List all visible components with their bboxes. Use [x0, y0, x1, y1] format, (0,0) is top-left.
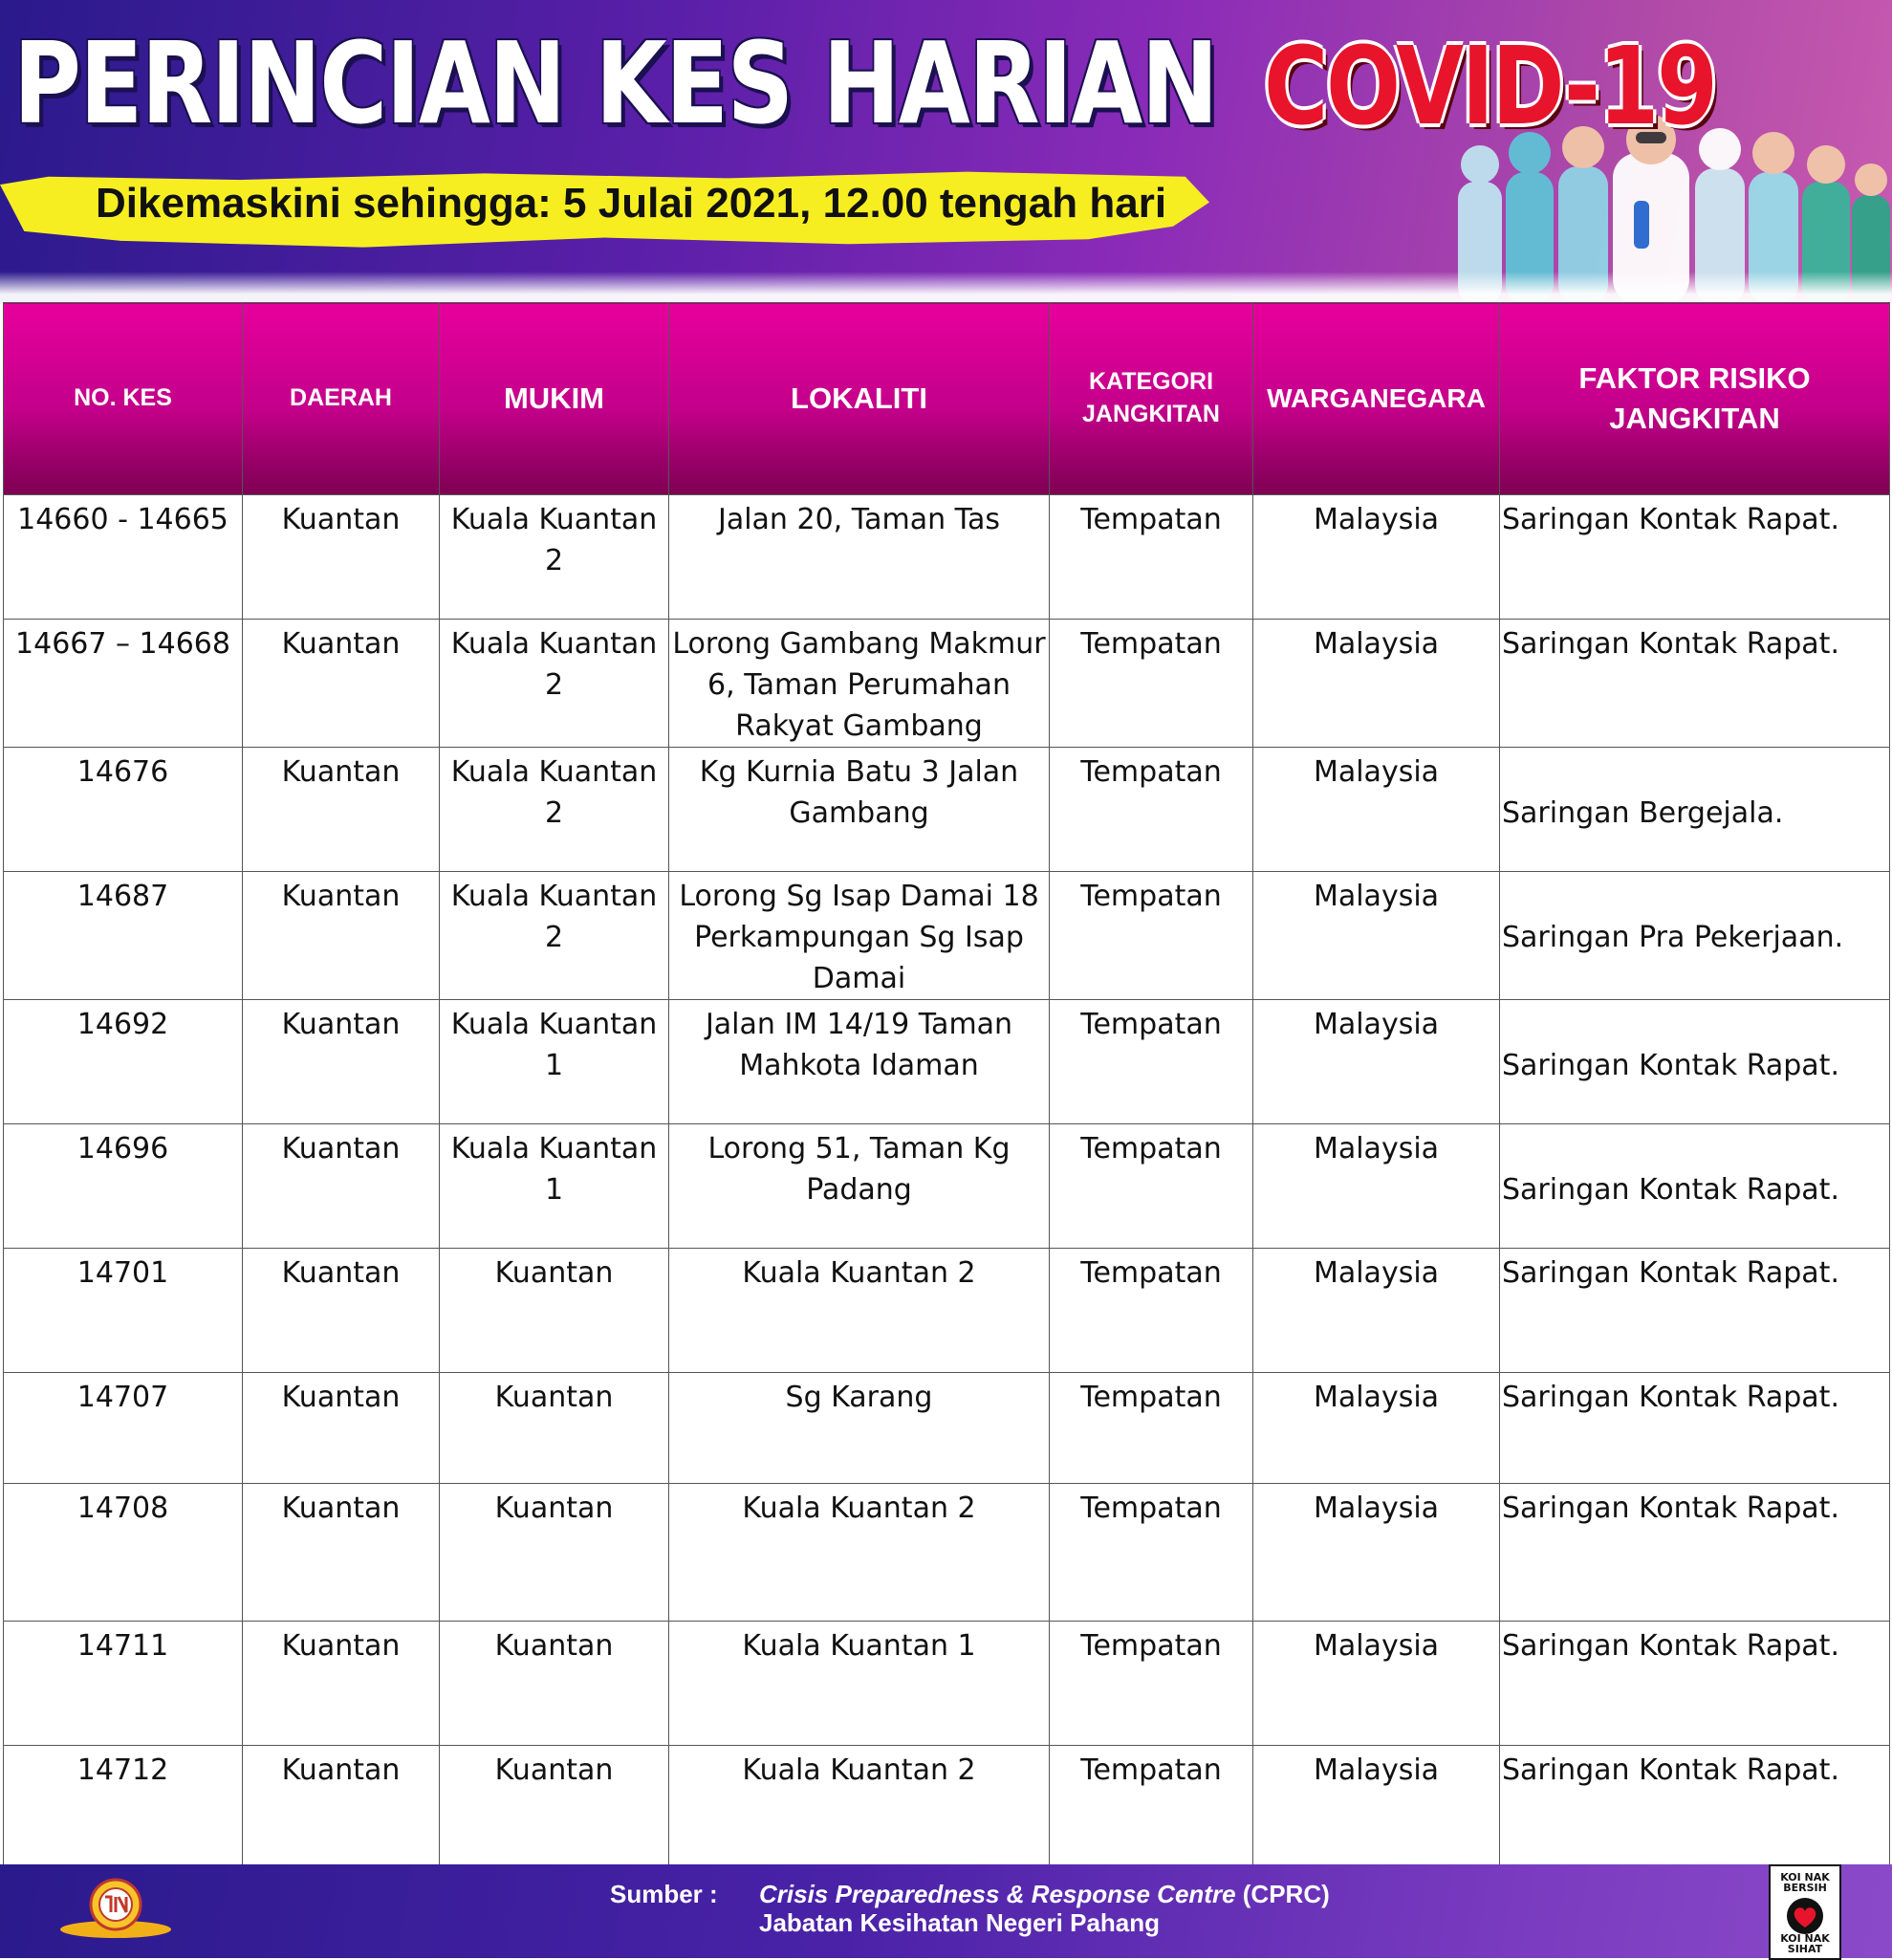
cell-kategori: Tempatan	[1050, 1622, 1253, 1746]
column-header-mukim: MUKIM	[440, 303, 669, 495]
cell-mukim: Kuala Kuantan 2	[440, 872, 669, 1000]
table-row	[4, 1124, 1890, 1249]
cell-warganegara: Malaysia	[1253, 495, 1500, 620]
cell-no-kes: 14712	[4, 1746, 243, 1870]
cell-warganegara: Malaysia	[1253, 1000, 1500, 1124]
table-row	[4, 1000, 1890, 1124]
cell-lokaliti: Kg Kurnia Batu 3 Jalan Gambang	[669, 748, 1050, 872]
cell-lokaliti: Jalan 20, Taman Tas	[669, 495, 1050, 620]
cell-mukim: Kuantan	[440, 1746, 669, 1870]
cell-no-kes: 14676	[4, 748, 243, 872]
source-centre-abbr: (CPRC)	[1235, 1880, 1330, 1908]
cell-mukim: Kuala Kuantan 2	[440, 495, 669, 620]
cell-daerah: Kuantan	[243, 872, 440, 1000]
cell-lokaliti: Kuala Kuantan 1	[669, 1622, 1050, 1746]
cell-kategori: Tempatan	[1050, 872, 1253, 1000]
column-header-kategori: KATEGORI JANGKITAN	[1050, 303, 1253, 495]
cell-lokaliti: Lorong 51, Taman Kg Padang	[669, 1124, 1050, 1249]
column-header-warganegara: WARGANEGARA	[1253, 303, 1500, 495]
cell-no-kes: 14708	[4, 1484, 243, 1622]
cell-faktor: Saringan Kontak Rapat.	[1500, 1746, 1890, 1870]
cell-faktor: Saringan Kontak Rapat.	[1500, 1373, 1890, 1484]
cell-mukim: Kuala Kuantan 2	[440, 748, 669, 872]
column-header-daerah: DAERAH	[243, 303, 440, 495]
cell-no-kes: 14701	[4, 1249, 243, 1373]
jkn-logo-icon	[55, 1874, 176, 1941]
cell-lokaliti: Kuala Kuantan 2	[669, 1249, 1050, 1373]
cell-warganegara: Malaysia	[1253, 872, 1500, 1000]
cell-faktor: Saringan Kontak Rapat.	[1500, 1124, 1890, 1249]
table-row	[4, 1746, 1890, 1870]
cell-no-kes: 14696	[4, 1124, 243, 1249]
cell-kategori: Tempatan	[1050, 1373, 1253, 1484]
source-label: Sumber :	[610, 1880, 718, 1908]
column-header-lokaliti: LOKALITI	[669, 303, 1050, 495]
cell-mukim: Kuantan	[440, 1249, 669, 1373]
page-title: PERINCIAN KES HARIAN	[13, 17, 1217, 149]
cell-kategori: Tempatan	[1050, 620, 1253, 748]
cell-daerah: Kuantan	[243, 1746, 440, 1870]
cell-mukim: Kuala Kuantan 2	[440, 620, 669, 748]
cell-lokaliti: Jalan IM 14/19 Taman Mahkota Idaman	[669, 1000, 1050, 1124]
cell-faktor: Saringan Pra Pekerjaan.	[1500, 872, 1890, 1000]
table-row	[4, 872, 1890, 1000]
cell-lokaliti: Lorong Gambang Makmur 6, Taman Perumahan Rakyat Gambang	[669, 620, 1050, 748]
cell-faktor: Saringan Kontak Rapat.	[1500, 495, 1890, 620]
cell-warganegara: Malaysia	[1253, 620, 1500, 748]
cell-faktor: Saringan Bergejala.	[1500, 748, 1890, 872]
cell-faktor: Saringan Kontak Rapat.	[1500, 620, 1890, 748]
cell-kategori: Tempatan	[1050, 1484, 1253, 1622]
cell-daerah: Kuantan	[243, 620, 440, 748]
cell-kategori: Tempatan	[1050, 748, 1253, 872]
cell-mukim: Kuantan	[440, 1373, 669, 1484]
heart-icon	[1784, 1897, 1826, 1935]
cell-no-kes: 14667 – 14668	[4, 620, 243, 748]
cell-warganegara: Malaysia	[1253, 1124, 1500, 1249]
table-row	[4, 620, 1890, 748]
column-header-faktor: FAKTOR RISIKO JANGKITAN	[1500, 303, 1890, 495]
cell-daerah: Kuantan	[243, 1000, 440, 1124]
cell-warganegara: Malaysia	[1253, 1484, 1500, 1622]
cell-daerah: Kuantan	[243, 1124, 440, 1249]
cell-daerah: Kuantan	[243, 1249, 440, 1373]
table-row	[4, 748, 1890, 872]
badge-top-text: KOI NAK BERSIH	[1780, 1871, 1830, 1894]
koi-nak-sihat-badge	[1769, 1864, 1841, 1960]
source-line-2: Jabatan Kesihatan Negeri Pahang	[759, 1908, 1161, 1937]
cell-lokaliti: Sg Karang	[669, 1373, 1050, 1484]
cell-daerah: Kuantan	[243, 748, 440, 872]
cell-lokaliti: Lorong Sg Isap Damai 18 Perkampungan Sg Isap Damai	[669, 872, 1050, 1000]
cell-no-kes: 14707	[4, 1373, 243, 1484]
cell-daerah: Kuantan	[243, 1622, 440, 1746]
table-row	[4, 1484, 1890, 1622]
cell-lokaliti: Kuala Kuantan 2	[669, 1746, 1050, 1870]
cell-no-kes: 14687	[4, 872, 243, 1000]
update-timestamp: Dikemaskini sehingga: 5 Julai 2021, 12.00 tengah hari	[96, 180, 1167, 227]
cell-daerah: Kuantan	[243, 495, 440, 620]
cell-faktor: Saringan Kontak Rapat.	[1500, 1249, 1890, 1373]
cell-lokaliti: Kuala Kuantan 2	[669, 1484, 1050, 1622]
badge-bottom-text: KOI NAK SIHAT	[1780, 1932, 1830, 1955]
source-centre-name: Crisis Preparedness & Response Centre	[759, 1880, 1236, 1908]
cell-mukim: Kuala Kuantan 1	[440, 1000, 669, 1124]
cell-mukim: Kuantan	[440, 1622, 669, 1746]
cell-mukim: Kuantan	[440, 1484, 669, 1622]
cell-faktor: Saringan Kontak Rapat.	[1500, 1000, 1890, 1124]
cell-faktor: Saringan Kontak Rapat.	[1500, 1622, 1890, 1746]
cell-warganegara: Malaysia	[1253, 1373, 1500, 1484]
cell-no-kes: 14711	[4, 1622, 243, 1746]
cell-warganegara: Malaysia	[1253, 748, 1500, 872]
cell-kategori: Tempatan	[1050, 1746, 1253, 1870]
table-row	[4, 1622, 1890, 1746]
column-header-no-kes: NO. KES	[4, 303, 243, 495]
table-row	[4, 1373, 1890, 1484]
cell-no-kes: 14660 - 14665	[4, 495, 243, 620]
cell-kategori: Tempatan	[1050, 1000, 1253, 1124]
cell-no-kes: 14692	[4, 1000, 243, 1124]
cell-daerah: Kuantan	[243, 1484, 440, 1622]
table-header-row	[4, 303, 1890, 495]
cell-warganegara: Malaysia	[1253, 1622, 1500, 1746]
cell-daerah: Kuantan	[243, 1373, 440, 1484]
cell-faktor: Saringan Kontak Rapat.	[1500, 1484, 1890, 1622]
table-row	[4, 1249, 1890, 1373]
cell-kategori: Tempatan	[1050, 495, 1253, 620]
cell-warganegara: Malaysia	[1253, 1249, 1500, 1373]
cell-warganegara: Malaysia	[1253, 1746, 1500, 1870]
covid-title: COVID-19	[1264, 25, 1716, 149]
table-row	[4, 495, 1890, 620]
cell-kategori: Tempatan	[1050, 1124, 1253, 1249]
case-table	[3, 302, 1890, 1870]
cell-kategori: Tempatan	[1050, 1249, 1253, 1373]
cell-mukim: Kuala Kuantan 1	[440, 1124, 669, 1249]
source-line-1	[759, 1880, 1330, 1909]
